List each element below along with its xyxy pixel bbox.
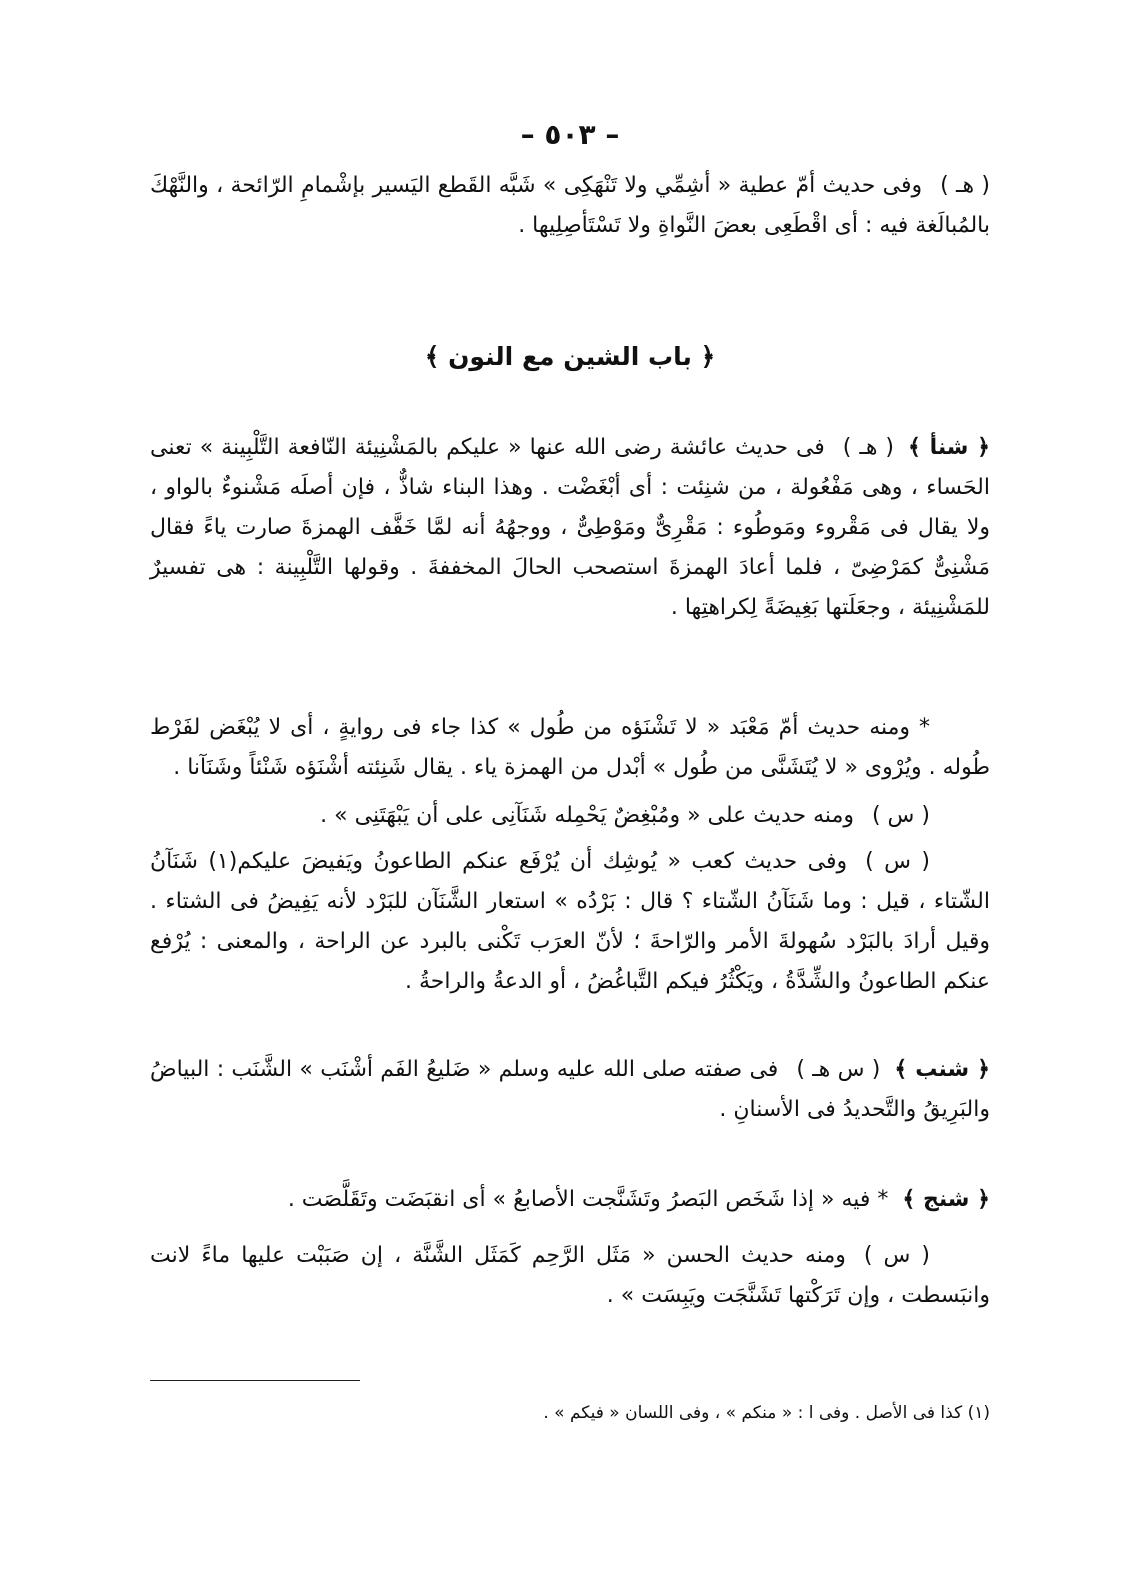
chapter-title: ﴿ باب الشين مع النون ﴾ — [424, 342, 716, 371]
footnote: (١) كذا فى الأصل . وفى ا : « منكم » ، وفى اللسان « فيكم » . — [543, 1403, 990, 1423]
intro-paragraph — [150, 166, 990, 246]
entry-shanab — [150, 1050, 990, 1130]
paragraph-text: * فيه « إذا شَخَص البَصرُ وتَشَنَّجت الأصابعُ » أى انقبَضَت وتَقَلَّصَت . — [287, 1187, 889, 1212]
source-tag: ( س ) — [863, 1243, 930, 1268]
paragraph-text: * ومنه حديث أمّ مَعْبَد « لا تَشْنَؤه من طُول » كذا جاء فى روايةٍ ، أى لا يُبْغَض لفَرْط طُوله . ويُرْوى « لا يُتَشَنَّى من طُول » أبْدل من الهمزة ياء . يقال شَنِئته أشْنَؤه شَنْئاً وشَنَآنا . — [150, 715, 990, 780]
entry-head: ﴿ شنأ ﴾ — [908, 435, 990, 460]
document-page — [150, 0, 990, 1587]
entry-umm-mabad — [150, 708, 990, 788]
entry-shanaj — [150, 1180, 990, 1220]
paragraph-text: ومنه حديث الحسن « مَثَل الرَّحِم كَمَثَل الشَّنَّة ، إن صَبَبْت عليها ماءً لانت وانبَسطت ، وإن تَرَكْتها تَشَنَّجَت ويَبِسَت » . — [150, 1243, 990, 1308]
paragraph-text: ومنه حديث على « ومُبْغِضٌ يَحْمِله شَنَآنِى على أن يَبْهَتَنِى » . — [320, 803, 854, 828]
paragraph-text: فى صفته صلى الله عليه وسلم « ضَليعُ الفَم أشْنَب » الشَّنَب : البياضُ والبَرِيقُ والتَّحديدُ فى الأسنانِ . — [150, 1057, 990, 1122]
footnote-divider — [150, 1380, 360, 1381]
paragraph-text: وفى حديث أمّ عطية « أشِمِّي ولا تَنْهَكِى » شَبَّه القَطع اليَسير بإشْمامِ الرّائحة ، والنَّهْكَ بالمُبالَغة فيه : أى اقْطَعِى بعضَ النَّواةِ ولا تَسْتَأصِلِيها . — [150, 173, 990, 238]
paragraph-text: وفى حديث كعب « يُوشِك أن يُرْفَع عنكم الطاعونُ ويَفيضَ عليكم(١) شَنَآنُ الشّتاء ، قيل : وما شَنَآنُ الشّتاء ؟ قال : بَرْدُه » استعار الشَّنَآن للبَرْد لأنه يَفِيضُ فى الشتاء . وقيل أرادَ بالبَرْد سُهولةَ الأمر والرّاحةَ ؛ لأنّ العرَب تَكْنى بالبرد عن الراحة ، والمعنى : يُرْفع عنكم الطاعونُ والشِّدَّةُ ، ويَكْثُرُ فيكم التَّباغُضُ ، أو الدعةُ والراحةُ . — [150, 849, 990, 994]
source-tag: ( س هـ ) — [796, 1057, 881, 1082]
source-tag: ( هـ ) — [842, 435, 895, 460]
source-tag: ( هـ ) — [940, 173, 990, 198]
entry-head: ﴿ شنج ﴾ — [902, 1187, 990, 1212]
entry-hasan — [150, 1236, 990, 1316]
entry-head: ﴿ شنب ﴾ — [894, 1057, 990, 1082]
paragraph-text: فى حديث عائشة رضى الله عنها « عليكم بالمَشْنِيئة النّافعة التَّلْبِينة » تعنى الحَساء ، وهى مَفْعُولة ، من شنِئت : أى أبْغَضْت . وهذا البناء شاذٌّ ، فإن أصلَه مَشْنوءٌ بالواو ، ولا يقال فى مَقْروء ومَوطُوء : مَقْرِىٌّ ومَوْطِىٌّ ، ووجهُهُ أنه لمَّا خَفَّف الهمزةَ صارت ياءً فقال مَشْنِىٌّ كمَرْضِىّ ، فلما أعادَ الهمزةَ استصحب الحالَ المخففةَ . وقولها التَّلْبِينة : هى تفسيرٌ للمَشْنِيئة ، وجعَلَتها بَغِيضَةً لِكراهتِها . — [150, 435, 990, 620]
source-tag: ( س ) — [865, 849, 930, 874]
entry-ali — [150, 796, 990, 836]
page-number: – ٥٠٣ – — [520, 118, 620, 151]
source-tag: ( س ) — [871, 803, 930, 828]
entry-kaab — [150, 842, 990, 1002]
entry-shana — [150, 428, 990, 628]
